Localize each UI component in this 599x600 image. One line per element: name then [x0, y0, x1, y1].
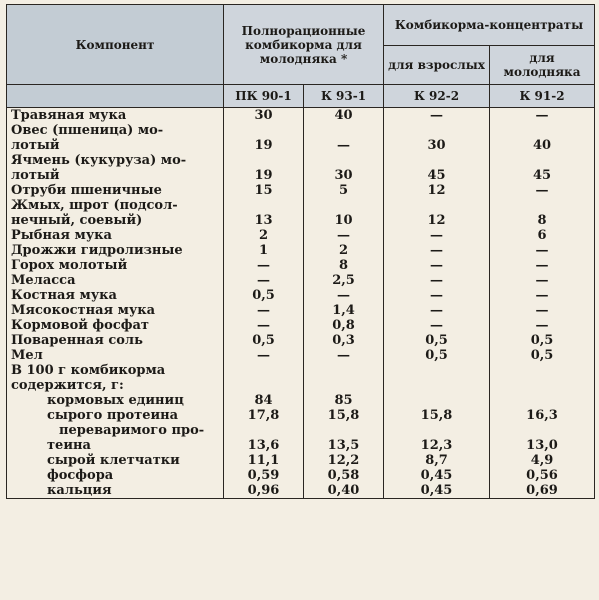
header-for-young: для молодняка	[490, 46, 595, 85]
row-label: В 100 г комбикорма	[7, 363, 224, 378]
cell-value: —	[384, 258, 490, 273]
cell-value: —	[384, 273, 490, 288]
cell-value: 0,59	[224, 468, 304, 483]
cell-value: 15,8	[304, 408, 384, 423]
table-row	[7, 393, 595, 408]
cell-value: 12,2	[304, 453, 384, 468]
cell-value: 0,5	[490, 348, 595, 363]
row-label: Костная мука	[7, 288, 224, 303]
cell-value: —	[384, 288, 490, 303]
cell-value: 15,8	[384, 408, 490, 423]
row-label: Мел	[7, 348, 224, 363]
row-label: содержится, г:	[7, 378, 224, 393]
cell-value: —	[304, 228, 384, 243]
cell-value: 0,5	[490, 333, 595, 348]
cell-value	[224, 378, 304, 393]
cell-value: 0,5	[224, 288, 304, 303]
cell-value	[304, 198, 384, 213]
cell-value: 2	[304, 243, 384, 258]
cell-value: 0,58	[304, 468, 384, 483]
cell-value: 30	[224, 108, 304, 124]
cell-value: 1	[224, 243, 304, 258]
cell-value: 15	[224, 183, 304, 198]
row-label: кальция	[7, 483, 224, 499]
cell-value: 0,45	[384, 483, 490, 499]
cell-value	[224, 423, 304, 438]
header-code-1: ПК 90-1	[224, 85, 304, 108]
cell-value	[384, 198, 490, 213]
cell-value	[384, 153, 490, 168]
cell-value	[304, 153, 384, 168]
cell-value: 0,5	[384, 333, 490, 348]
cell-value: —	[490, 288, 595, 303]
row-label: Овес (пшеница) мо-	[7, 123, 224, 138]
cell-value: 45	[384, 168, 490, 183]
table-row	[7, 468, 595, 483]
row-label: Жмых, шрот (подсол-	[7, 198, 224, 213]
table-row	[7, 378, 595, 393]
cell-value: 40	[304, 108, 384, 124]
cell-value	[384, 423, 490, 438]
cell-value: 12,3	[384, 438, 490, 453]
cell-value: 19	[224, 138, 304, 153]
cell-value: 0,69	[490, 483, 595, 499]
cell-value: 5	[304, 183, 384, 198]
cell-value: —	[490, 258, 595, 273]
header-code-4: К 91-2	[490, 85, 595, 108]
row-label: сырого протеина	[7, 408, 224, 423]
table-body	[7, 108, 595, 499]
cell-value: 8,7	[384, 453, 490, 468]
cell-value	[490, 378, 595, 393]
cell-value: 4,9	[490, 453, 595, 468]
table-row	[7, 318, 595, 333]
row-label: Дрожжи гидролизные	[7, 243, 224, 258]
cell-value: —	[384, 303, 490, 318]
cell-value	[224, 363, 304, 378]
cell-value: 0,3	[304, 333, 384, 348]
cell-value: —	[304, 348, 384, 363]
row-label: фосфора	[7, 468, 224, 483]
table-row	[7, 123, 595, 138]
cell-value: 30	[384, 138, 490, 153]
cell-value: —	[224, 318, 304, 333]
cell-value: 8	[490, 213, 595, 228]
table-row	[7, 438, 595, 453]
cell-value: —	[490, 183, 595, 198]
header-empty	[7, 85, 224, 108]
table-row	[7, 138, 595, 153]
table-row	[7, 258, 595, 273]
table-row	[7, 228, 595, 243]
row-label: Кормовой фосфат	[7, 318, 224, 333]
row-label: теина	[7, 438, 224, 453]
cell-value	[304, 423, 384, 438]
cell-value: —	[490, 318, 595, 333]
cell-value: 13	[224, 213, 304, 228]
table-row	[7, 183, 595, 198]
cell-value: 10	[304, 213, 384, 228]
cell-value	[384, 123, 490, 138]
table-row	[7, 213, 595, 228]
cell-value: —	[224, 348, 304, 363]
cell-value: 84	[224, 393, 304, 408]
row-label: лотый	[7, 138, 224, 153]
table-row	[7, 423, 595, 438]
table-row	[7, 333, 595, 348]
cell-value: 0,40	[304, 483, 384, 499]
table-row	[7, 198, 595, 213]
row-label: Ячмень (кукуруза) мо-	[7, 153, 224, 168]
cell-value: 1,4	[304, 303, 384, 318]
cell-value: —	[224, 303, 304, 318]
header-concentrates: Комбикорма-концентраты	[384, 5, 595, 46]
cell-value: —	[490, 243, 595, 258]
table-row	[7, 243, 595, 258]
cell-value: —	[490, 108, 595, 124]
cell-value: 13,5	[304, 438, 384, 453]
table-row	[7, 288, 595, 303]
cell-value: 0,5	[224, 333, 304, 348]
row-label: Меласса	[7, 273, 224, 288]
cell-value: 0,96	[224, 483, 304, 499]
table-row	[7, 348, 595, 363]
cell-value	[490, 423, 595, 438]
row-label: Мясокостная мука	[7, 303, 224, 318]
cell-value: —	[384, 318, 490, 333]
cell-value: 12	[384, 183, 490, 198]
cell-value	[224, 198, 304, 213]
row-label: Поваренная соль	[7, 333, 224, 348]
header-component: Компонент	[7, 5, 224, 85]
header-full-ration: Полнорационные комбикорма для молодняка *	[224, 5, 384, 85]
cell-value: —	[490, 273, 595, 288]
table-row	[7, 273, 595, 288]
cell-value: 13,0	[490, 438, 595, 453]
cell-value: 0,8	[304, 318, 384, 333]
cell-value: —	[304, 288, 384, 303]
cell-value: —	[224, 258, 304, 273]
cell-value: 0,45	[384, 468, 490, 483]
cell-value	[490, 123, 595, 138]
cell-value	[490, 393, 595, 408]
cell-value	[490, 153, 595, 168]
cell-value	[224, 123, 304, 138]
cell-value	[304, 123, 384, 138]
cell-value: 8	[304, 258, 384, 273]
table-row	[7, 483, 595, 499]
cell-value: 0,56	[490, 468, 595, 483]
cell-value	[490, 198, 595, 213]
cell-value	[304, 363, 384, 378]
table-row	[7, 453, 595, 468]
cell-value: 0,5	[384, 348, 490, 363]
header-for-adults: для взрослых	[384, 46, 490, 85]
feed-composition-table	[6, 4, 595, 499]
cell-value	[384, 393, 490, 408]
cell-value: —	[224, 273, 304, 288]
cell-value: 11,1	[224, 453, 304, 468]
cell-value: 19	[224, 168, 304, 183]
cell-value: 85	[304, 393, 384, 408]
row-label: Отруби пшеничные	[7, 183, 224, 198]
cell-value: —	[384, 228, 490, 243]
cell-value: —	[304, 138, 384, 153]
cell-value: —	[384, 243, 490, 258]
cell-value: —	[490, 303, 595, 318]
cell-value	[224, 153, 304, 168]
header-code-2: К 93-1	[304, 85, 384, 108]
row-label: Горох молотый	[7, 258, 224, 273]
cell-value: 17,8	[224, 408, 304, 423]
cell-value: 12	[384, 213, 490, 228]
table-row	[7, 408, 595, 423]
cell-value: 6	[490, 228, 595, 243]
cell-value: 45	[490, 168, 595, 183]
row-label: лотый	[7, 168, 224, 183]
cell-value	[304, 378, 384, 393]
cell-value	[490, 363, 595, 378]
cell-value: 13,6	[224, 438, 304, 453]
table-row	[7, 108, 595, 124]
row-label: нечный, соевый)	[7, 213, 224, 228]
row-label: Рыбная мука	[7, 228, 224, 243]
cell-value: 16,3	[490, 408, 595, 423]
row-label: сырой клетчатки	[7, 453, 224, 468]
table-row	[7, 303, 595, 318]
cell-value: 30	[304, 168, 384, 183]
cell-value	[384, 378, 490, 393]
table-row	[7, 363, 595, 378]
cell-value: —	[384, 108, 490, 124]
cell-value: 2,5	[304, 273, 384, 288]
header-code-3: К 92-2	[384, 85, 490, 108]
cell-value	[384, 363, 490, 378]
row-label: кормовых единиц	[7, 393, 224, 408]
table-row	[7, 153, 595, 168]
table-row	[7, 168, 595, 183]
row-label: переваримого про-	[7, 423, 224, 438]
cell-value: 2	[224, 228, 304, 243]
cell-value: 40	[490, 138, 595, 153]
row-label: Травяная мука	[7, 108, 224, 124]
